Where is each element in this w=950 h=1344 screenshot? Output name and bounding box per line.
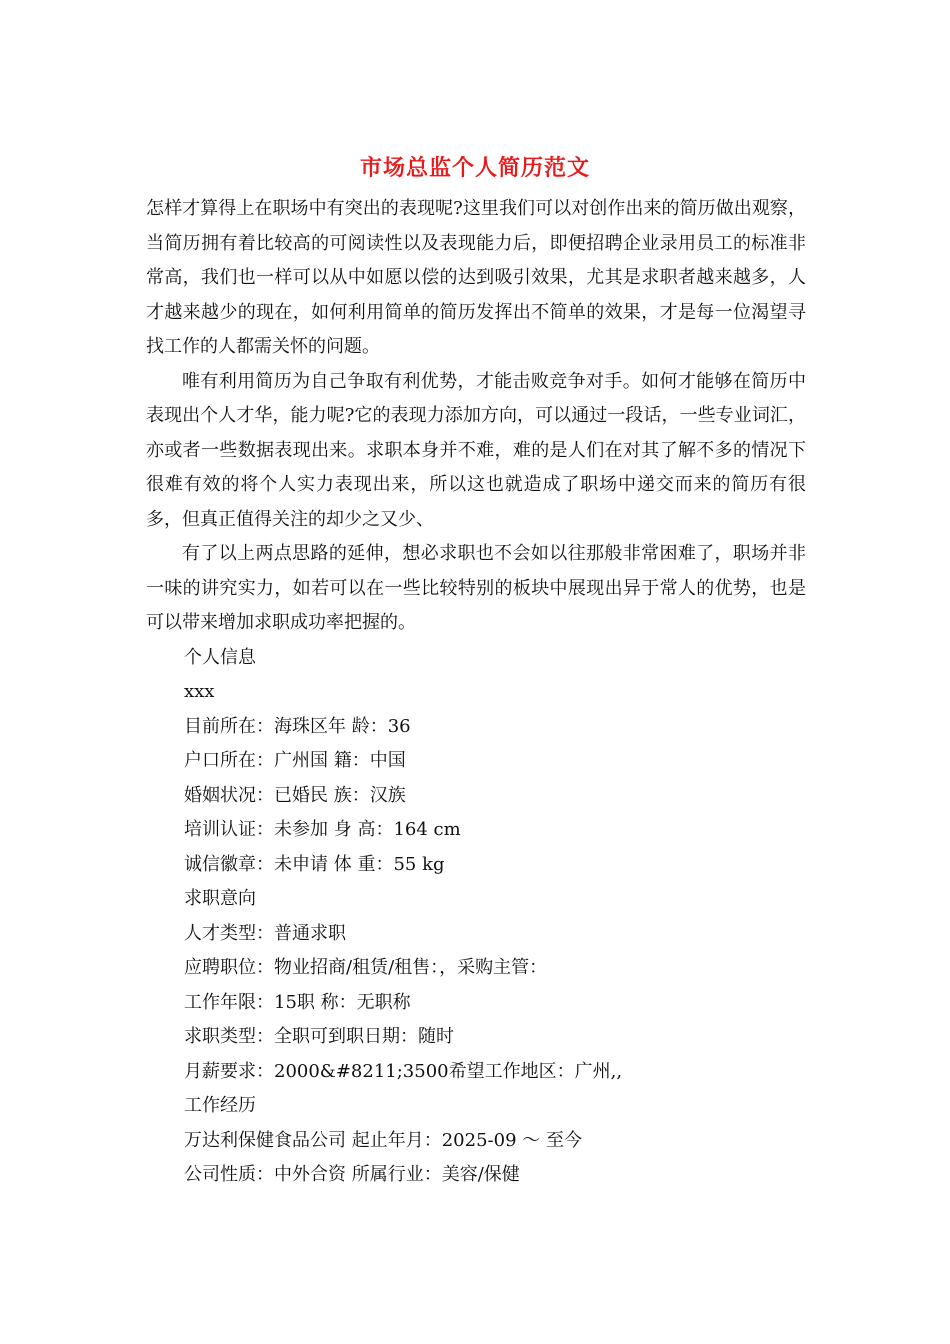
body-paragraph: 有了以上两点思路的延伸，想必求职也不会如以往那般非常困难了，职场并非一味的讲究实力，如若可以在一些比较特别的板块中展现出异于常人的优势，也是可以带来增加求职成功率把握的。 (146, 543, 806, 633)
body-paragraph: 唯有利用简历为自己争取有利优势，才能击败竞争对手。如何才能够在简历中表现出个人才华，能力呢?它的表现力添加方向，可以通过一段话，一些专业词汇，亦或者一些数据表现出来。求职本身并不难，难的是人们在对其了解不多的情况下很难有效的将个人实力表现出来，所以这也就造成了职场中递交而来的简历有很多，但真正值得关注的却少之又少、 (146, 370, 806, 530)
document-title: 市场总监个人简历范文 (359, 155, 590, 181)
info-line-salary-location: 月薪要求：2000&#8211;3500希望工作地区：广州,, (184, 1060, 623, 1082)
info-line-position: 应聘职位：物业招商/租赁/租售：，采购主管： (184, 957, 548, 978)
info-line-job-type: 求职类型：全职可到职日期：随时 (184, 1026, 454, 1047)
section-heading-job-intention: 求职意向 (184, 888, 256, 909)
info-line-hukou-nationality: 户口所在：广州国 籍：中国 (184, 750, 406, 771)
section-heading-personal-info: 个人信息 (184, 646, 256, 668)
document-body (146, 192, 806, 1193)
intro-paragraph: 怎样才算得上在职场中有突出的表现呢?这里我们可以对创作出来的简历做出观察，当简历拥有着比较高的可阅读性以及表现能力后，即便招聘企业录用员工的标准非常高，我们也一样可以从中如愿以偿的达到吸引效果，尤其是求职者越来越多，人才越来越少的现在，如何利用简单的简历发挥出不简单的效果，才是每一位渴望寻找工作的人都需关怀的问题。 (146, 198, 806, 357)
info-line-company-period: 万达利保健食品公司 起止年月：2025-09 ～ 至今 (184, 1129, 582, 1151)
info-line-training-height: 培训认证：未参加 身 高：164 cm (184, 819, 461, 840)
info-line-badge-weight: 诚信徽章：未申请 体 重：55 kg (184, 853, 445, 875)
section-heading-work-experience: 工作经历 (184, 1095, 256, 1116)
info-line-years-title: 工作年限：15职 称：无职称 (184, 991, 411, 1013)
info-line-talent-type: 人才类型：普通求职 (184, 922, 346, 944)
info-line-location-age: 目前所在：海珠区年 龄：36 (184, 715, 411, 737)
info-line-company-nature: 公司性质：中外合资 所属行业：美容/保健 (184, 1164, 520, 1185)
info-line-marital-ethnicity: 婚姻状况：已婚民 族：汉族 (184, 784, 406, 806)
name-line: xxx (184, 681, 215, 702)
